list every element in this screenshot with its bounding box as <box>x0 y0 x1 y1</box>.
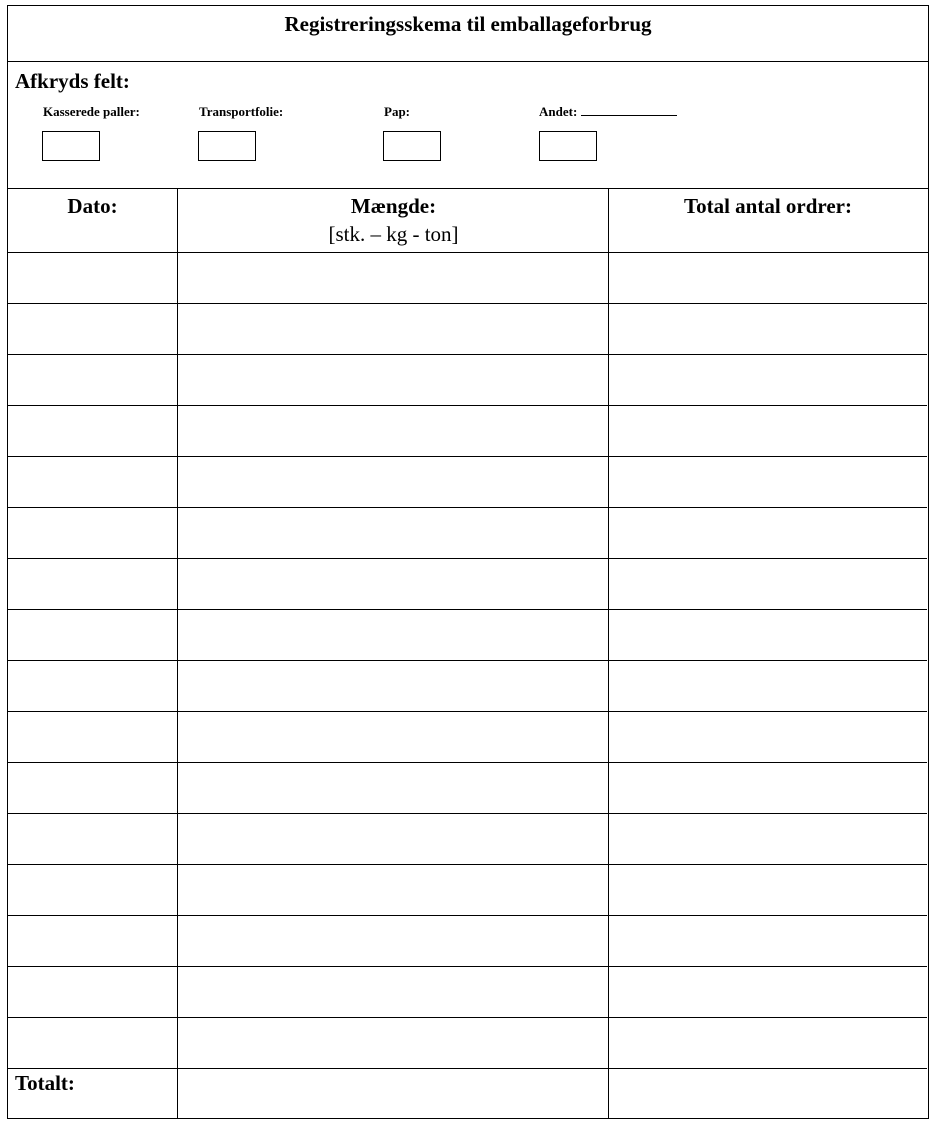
dato-cell[interactable] <box>8 814 177 864</box>
total-antal-ordrer-cell[interactable] <box>610 967 927 1017</box>
maengde-cell[interactable] <box>179 610 608 660</box>
dato-header: Dato: <box>67 194 118 218</box>
maengde-cell[interactable] <box>179 661 608 711</box>
transportfolie-checkbox[interactable] <box>198 131 256 161</box>
dato-cell[interactable] <box>8 508 177 558</box>
maengde-cell[interactable] <box>179 865 608 915</box>
dato-cell[interactable] <box>8 355 177 405</box>
total-antal-ordrer-cell[interactable] <box>610 916 927 966</box>
total-row <box>8 1069 927 1120</box>
total-total-antal-ordrer-cell[interactable] <box>610 1069 927 1120</box>
andet-write-in-line[interactable] <box>581 114 677 116</box>
table-row <box>8 661 927 712</box>
kasserede-paller-label: Kasserede paller: <box>43 104 140 119</box>
transportfolie-label: Transportfolie: <box>199 104 284 119</box>
total-antal-ordrer-cell[interactable] <box>610 1018 927 1068</box>
total-antal-ordrer-cell[interactable] <box>610 508 927 558</box>
maengde-cell[interactable] <box>179 559 608 609</box>
andet-checkbox[interactable] <box>539 131 597 161</box>
maengde-cell[interactable] <box>179 916 608 966</box>
pap-checkbox[interactable] <box>383 131 441 161</box>
dato-cell[interactable] <box>8 406 177 456</box>
table-row <box>8 610 927 661</box>
table-row <box>8 967 927 1018</box>
total-antal-ordrer-cell[interactable] <box>610 661 927 711</box>
table-row <box>8 355 927 406</box>
maengde-cell[interactable] <box>179 1018 608 1068</box>
total-antal-ordrer-cell[interactable] <box>610 457 927 507</box>
total-antal-ordrer-cell[interactable] <box>610 406 927 456</box>
maengde-cell[interactable] <box>179 712 608 762</box>
pap-label: Pap: <box>384 104 410 119</box>
total-antal-ordrer-cell[interactable] <box>610 865 927 915</box>
dato-cell[interactable] <box>8 1018 177 1068</box>
andet-label <box>539 104 677 120</box>
dato-cell[interactable] <box>8 457 177 507</box>
total-antal-ordrer-cell[interactable] <box>610 253 927 303</box>
table-row <box>8 916 927 967</box>
table-row <box>8 1018 927 1069</box>
table-row <box>8 814 927 865</box>
table-row <box>8 253 927 304</box>
maengde-header: Mængde: <box>350 194 437 218</box>
maengde-cell[interactable] <box>179 253 608 303</box>
dato-cell[interactable] <box>8 559 177 609</box>
table-row <box>8 508 927 559</box>
maengde-cell[interactable] <box>179 406 608 456</box>
table-row <box>8 406 927 457</box>
maengde-unit-label: [stk. – kg - ton] <box>328 222 459 246</box>
maengde-cell[interactable] <box>179 763 608 813</box>
registration-form <box>7 5 929 1119</box>
dato-cell[interactable] <box>8 610 177 660</box>
checkbox-section-title: Afkryds felt: <box>15 69 130 93</box>
maengde-cell[interactable] <box>179 967 608 1017</box>
total-antal-ordrer-cell[interactable] <box>610 355 927 405</box>
maengde-cell[interactable] <box>179 355 608 405</box>
table-row <box>8 304 927 355</box>
total-antal-ordrer-cell[interactable] <box>610 610 927 660</box>
maengde-cell[interactable] <box>179 304 608 354</box>
table-row <box>8 712 927 763</box>
form-title: Registreringsskema til emballageforbrug <box>284 12 652 36</box>
divider <box>8 61 928 62</box>
table-row <box>8 559 927 610</box>
total-antal-ordrer-cell[interactable] <box>610 712 927 762</box>
table-body <box>8 253 927 1120</box>
table-row <box>8 763 927 814</box>
total-maengde-cell[interactable] <box>179 1069 608 1120</box>
total-antal-ordrer-cell[interactable] <box>610 763 927 813</box>
dato-cell[interactable] <box>8 916 177 966</box>
maengde-cell[interactable] <box>179 457 608 507</box>
maengde-cell[interactable] <box>179 814 608 864</box>
table-row <box>8 865 927 916</box>
maengde-cell[interactable] <box>179 508 608 558</box>
divider <box>8 188 928 189</box>
kasserede-paller-checkbox[interactable] <box>42 131 100 161</box>
andet-label-text: Andet: <box>539 104 578 119</box>
dato-cell[interactable] <box>8 661 177 711</box>
dato-cell[interactable] <box>8 304 177 354</box>
total-antal-ordrer-cell[interactable] <box>610 814 927 864</box>
table-row <box>8 457 927 508</box>
dato-cell[interactable] <box>8 763 177 813</box>
total-antal-ordrer-cell[interactable] <box>610 559 927 609</box>
total-antal-ordrer-cell[interactable] <box>610 304 927 354</box>
dato-cell[interactable] <box>8 967 177 1017</box>
dato-cell[interactable] <box>8 865 177 915</box>
dato-cell[interactable] <box>8 712 177 762</box>
total-label: Totalt: <box>15 1071 75 1095</box>
total-antal-ordrer-header: Total antal ordrer: <box>684 194 852 218</box>
dato-cell[interactable] <box>8 253 177 303</box>
